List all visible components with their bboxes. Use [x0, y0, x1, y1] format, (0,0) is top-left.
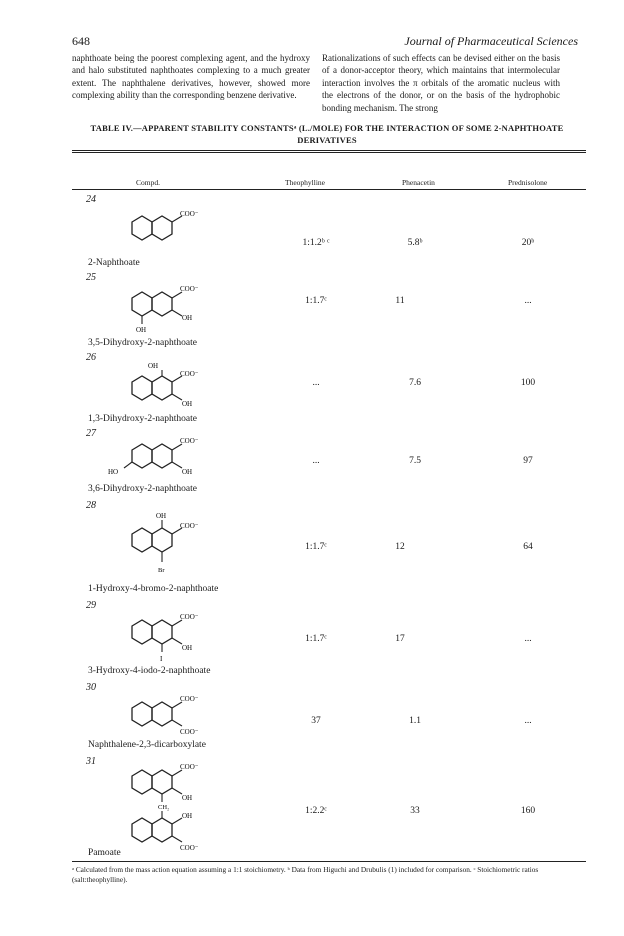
compound-name: 3,6-Dihydroxy-2-naphthoate: [88, 484, 197, 494]
value-phenacetin: 5.8ᵇ: [407, 238, 423, 248]
svg-text:OH: OH: [182, 400, 193, 408]
body-text-left: naphthoate being the poorest complexing agent, and the hydroxy and halo substituted naphthoates complexing to a much greater extent. The naphthalene derivatives, however, showed more complexing ability than the corresponding benzene derivative.: [72, 53, 310, 101]
structure-2-naphthoate: [112, 210, 202, 265]
value-phenacetin: 12: [395, 542, 405, 552]
structure-3-6-dihydroxy-2-naphthoate: [90, 434, 220, 489]
value-theophylline: 37: [311, 716, 321, 726]
compound-number: 25: [86, 272, 96, 283]
compound-number: 28: [86, 500, 96, 511]
compound-name: 3,5-Dihydroxy-2-naphthoate: [88, 338, 197, 348]
body-text-right: Rationalizations of such effects can be devised either on the basis of a donor-acceptor theory, which maintains that intermolecular interaction involves the π orbitals of the aromatic nucleus with the electrons of the donor, or on the basis of the hydrophobic bonding mechanism. The strong: [322, 53, 560, 113]
svg-text:OH: OH: [182, 468, 193, 476]
compound-number: 31: [86, 756, 96, 767]
compound-name: 2-Naphthoate: [88, 258, 140, 268]
svg-text:COO⁻: COO⁻: [180, 728, 199, 736]
value-theophylline: ...: [312, 456, 320, 466]
value-phenacetin: 11: [395, 296, 405, 306]
svg-text:COO⁻: COO⁻: [180, 210, 199, 218]
svg-text:HO: HO: [108, 468, 119, 476]
value-theophylline: ...: [312, 378, 320, 388]
value-prednisolone: 64: [523, 542, 533, 552]
compound-name: 1-Hydroxy-4-bromo-2-naphthoate: [88, 584, 219, 594]
value-prednisolone: ...: [524, 296, 532, 306]
table-top-rule-2: [72, 152, 586, 153]
svg-text:I: I: [160, 655, 163, 663]
svg-text:OH: OH: [182, 794, 193, 802]
svg-text:OH: OH: [182, 644, 193, 652]
compound-number: 26: [86, 352, 96, 363]
svg-text:COO⁻: COO⁻: [180, 522, 199, 530]
compound-name: 1,3-Dihydroxy-2-naphthoate: [88, 414, 197, 424]
value-theophylline: 1:2.2ᶜ: [305, 806, 327, 816]
value-prednisolone: 20ᵇ: [521, 238, 535, 248]
svg-text:Br: Br: [158, 567, 165, 574]
compound-number: 24: [86, 194, 96, 205]
value-phenacetin: 1.1: [409, 716, 421, 726]
value-prednisolone: 160: [520, 806, 536, 816]
table-header-rule: [72, 189, 586, 190]
structure-1-hydroxy-4-bromo-2-naphthoate: [112, 512, 212, 587]
compound-name: Pamoate: [88, 848, 121, 858]
table-caption: TABLE IV.—APPARENT STABILITY CONSTANTSᵃ (L./MOLE) FOR THE INTERACTION OF SOME 2-NAPHTHOATE DERIVATIVES: [90, 123, 564, 145]
svg-text:COO⁻: COO⁻: [180, 613, 199, 621]
value-prednisolone: ...: [524, 716, 532, 726]
svg-text:OH: OH: [136, 326, 147, 334]
journal-title: Journal of Pharmaceutical Sciences: [404, 34, 578, 48]
value-phenacetin: 7.5: [409, 456, 421, 466]
svg-text:COO⁻: COO⁻: [180, 844, 199, 852]
value-phenacetin: 33: [410, 806, 420, 816]
compound-name: 3-Hydroxy-4-iodo-2-naphthoate: [88, 666, 211, 676]
value-phenacetin: 17: [395, 634, 405, 644]
value-phenacetin: 7.6: [409, 378, 421, 388]
svg-text:COO⁻: COO⁻: [180, 695, 199, 703]
value-theophylline: 1:1.7ᶜ: [305, 542, 327, 552]
table-footnotes: ᵃ Calculated from the mass action equation assuming a 1:1 stoichiometry. ᵇ Data from Higuchi and Drubulis (1) included for comparison. ᶜ Stoichiometric ratios (salt:theophylline).: [72, 865, 539, 884]
svg-text:CH₂: CH₂: [158, 804, 170, 811]
structure-1-3-dihydroxy-2-naphthoate: [112, 362, 212, 417]
table-top-rule: [72, 150, 586, 151]
value-theophylline: 1:1.7ᶜ: [305, 634, 327, 644]
svg-text:OH: OH: [182, 314, 193, 322]
value-prednisolone: 100: [520, 378, 536, 388]
svg-text:COO⁻: COO⁻: [180, 763, 199, 771]
svg-text:COO⁻: COO⁻: [180, 370, 199, 378]
svg-text:OH: OH: [148, 362, 159, 370]
value-prednisolone: 97: [523, 456, 533, 466]
table-bottom-rule: [72, 861, 586, 862]
column-header-compound: Compd.: [136, 178, 160, 187]
column-header-phenacetin: Phenacetin: [402, 178, 435, 187]
compound-name: Naphthalene-2,3-dicarboxylate: [88, 740, 206, 750]
column-header-theophylline: Theophylline: [285, 178, 325, 187]
compound-number: 30: [86, 682, 96, 693]
svg-text:COO⁻: COO⁻: [180, 285, 199, 293]
value-theophylline: 1:1.2ᵇ ᶜ: [302, 238, 330, 248]
svg-text:OH: OH: [156, 512, 167, 520]
value-prednisolone: ...: [524, 634, 532, 644]
structure-naphthalene-2-3-dicarboxylate: [112, 696, 212, 745]
svg-text:OH: OH: [182, 812, 193, 820]
structure-pamoate: [112, 764, 222, 859]
compound-number: 29: [86, 600, 96, 611]
value-theophylline: 1:1.7ᶜ: [305, 296, 327, 306]
svg-text:COO⁻: COO⁻: [180, 437, 199, 445]
page-number: 648: [72, 34, 90, 48]
column-header-prednisolone: Prednisolone: [508, 178, 548, 187]
compound-number: 27: [86, 428, 96, 439]
